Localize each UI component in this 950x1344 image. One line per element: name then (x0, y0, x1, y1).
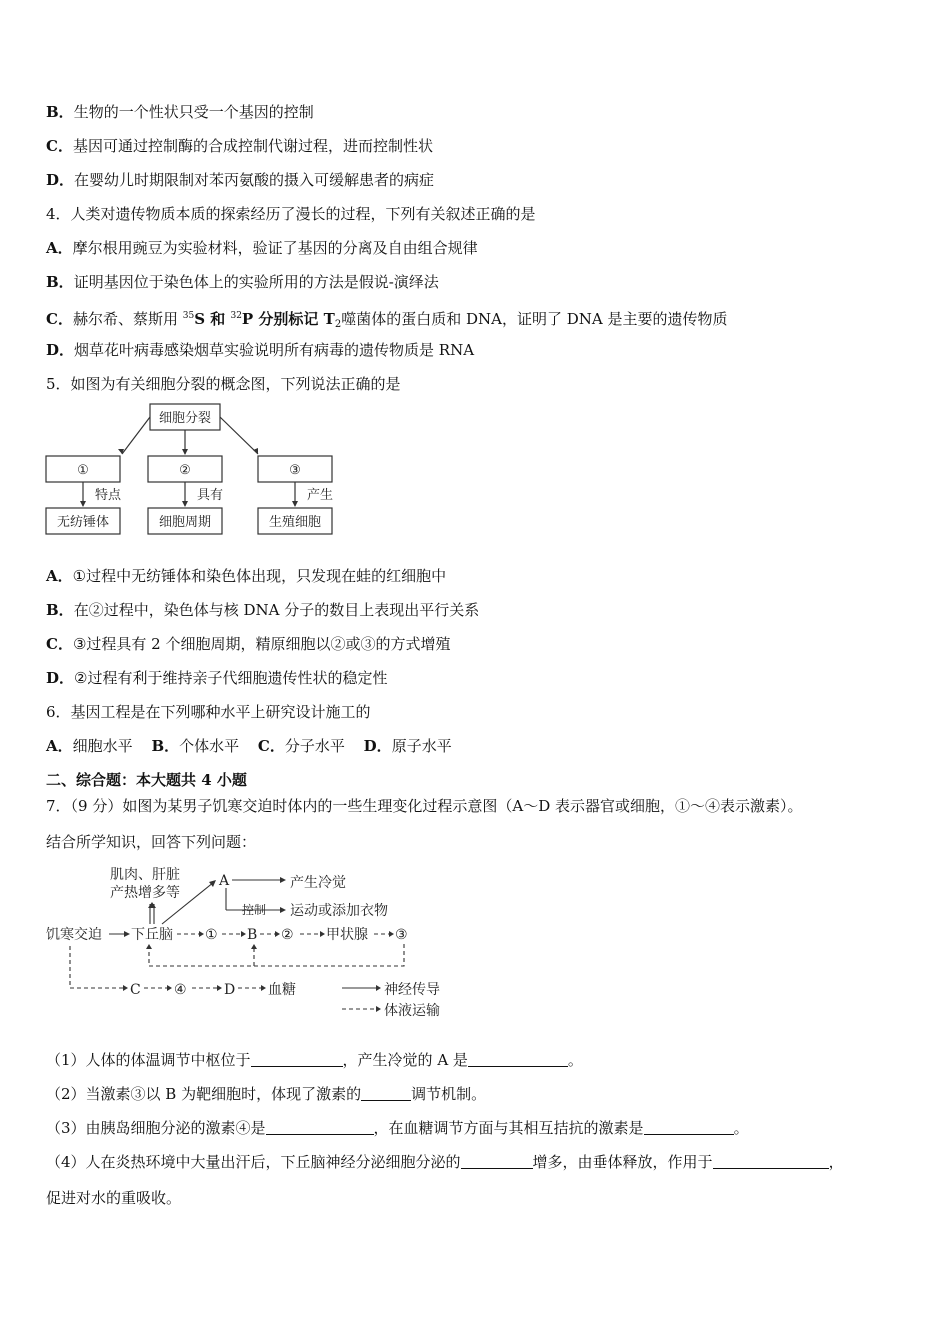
blood-glucose-label: 血糖 (268, 982, 296, 998)
clothes-label: 运动或添加衣物 (290, 903, 388, 919)
node-c: C (130, 982, 141, 998)
q7-sub-4-line-2: 促进对水的重吸收。 (46, 1189, 182, 1207)
q6-option-b: B．个体水平 (151, 737, 240, 755)
q4-option-a: A．摩尔根用豌豆为实验材料，验证了基因的分离及自由组合规律 (46, 239, 478, 257)
node-a: A (219, 873, 230, 889)
legend-nerve-label: 神经传导 (384, 982, 440, 998)
section-2-title: 二、综合题：本大题共 4 小题 (46, 771, 247, 789)
diagram-edge-2-label: 具有 (196, 488, 224, 503)
blank-1-2[interactable] (468, 1052, 568, 1067)
blank-3-2[interactable] (644, 1120, 734, 1135)
blank-1-1[interactable] (251, 1052, 343, 1067)
q7-sub-3: （3）由胰岛细胞分泌的激素④是 ，在血糖调节方面与其相互拮抗的激素是 。 (46, 1119, 749, 1137)
hormone-2-label: ② (281, 927, 294, 943)
diagram-result-1-label: 无纺锤体 (56, 515, 110, 530)
q7-stem-line-1: 7．（9 分）如图为某男子饥寒交迫时体内的一些生理变化过程示意图（A～D 表示器官或细胞，①～④表示激素）。 (46, 797, 803, 815)
node-b: B (247, 927, 258, 943)
q5-option-c: C．③过程具有 2 个细胞周期，精原细胞以②或③的方式增殖 (46, 635, 451, 653)
blank-2-1[interactable] (361, 1086, 411, 1101)
diagram-edge-3-label: 产生 (306, 488, 334, 503)
diagram-root-label: 细胞分裂 (158, 411, 212, 426)
control-label: 控制 (242, 903, 267, 917)
hormone-3-label: ③ (395, 927, 408, 943)
q5-option-a: A．①过程中无纺锤体和染色体出现，只发现在蛙的红细胞中 (46, 567, 447, 585)
q6-options (46, 736, 466, 756)
hormone-1-label: ① (205, 927, 218, 943)
blank-4-2[interactable] (713, 1154, 829, 1169)
diagram-result-2-label: 细胞周期 (158, 515, 212, 530)
q4-option-c: C．赫尔希、蔡斯用 $^{35}$S 和 $^{32}$P 分别标记 $T_2$噬菌体的蛋白质和 DNA，证明了 DNA 是主要的遗传物质 (46, 310, 728, 330)
hypothalamus-label: 下丘脑 (131, 927, 173, 943)
diagram-box-2-label: ② (179, 463, 191, 478)
q5-option-d: D．②过程有利于维持亲子代细胞遗传性状的稳定性 (46, 669, 388, 687)
diagram-box-1-label: ① (77, 463, 89, 478)
thermoregulation-diagram (44, 860, 454, 1024)
node-d: D (224, 982, 236, 998)
q3-option-b: B．生物的一个性状只受一个基因的控制 (46, 103, 314, 121)
q4-option-b: B．证明基因位于染色体上的实验所用的方法是假说-演绎法 (46, 273, 439, 291)
muscle-label-line-2: 产热增多等 (110, 885, 180, 901)
start-label: 饥寒交迫 (46, 927, 102, 943)
q6-option-a: A．细胞水平 (46, 737, 133, 755)
cell-division-diagram (44, 402, 336, 540)
q6-option-c: C．分子水平 (257, 737, 345, 755)
q6-option-d: D．原子水平 (363, 737, 452, 755)
hormone-4-label: ④ (174, 982, 187, 998)
blank-4-1[interactable] (461, 1154, 533, 1169)
diagram-result-3-label: 生殖细胞 (268, 515, 322, 530)
q5-stem: 5．如图为有关细胞分裂的概念图，下列说法正确的是 (46, 375, 401, 393)
q7-stem-line-2: 结合所学知识，回答下列问题： (46, 833, 257, 851)
q7-sub-2: （2）当激素③以 B 为靶细胞时，体现了激素的 调节机制。 (46, 1085, 487, 1103)
q3-option-c: C．基因可通过控制酶的合成控制代谢过程，进而控制性状 (46, 137, 433, 155)
blank-3-1[interactable] (266, 1120, 374, 1135)
q4-option-d: D．烟草花叶病毒感染烟草实验说明所有病毒的遗传物质是 RNA (46, 341, 475, 359)
legend-fluid-label: 体液运输 (384, 1003, 440, 1019)
muscle-label-line-1: 肌肉、肝脏 (110, 867, 180, 883)
q4-stem: 4．人类对遗传物质本质的探索经历了漫长的过程，下列有关叙述正确的是 (46, 205, 536, 223)
cold-sensation-label: 产生冷觉 (290, 875, 346, 891)
diagram-edge-1-label: 特点 (94, 488, 122, 503)
q7-sub-4: （4）人在炎热环境中大量出汗后，下丘脑神经分泌细胞分泌的 增多，由垂体释放，作用于 ， (46, 1153, 844, 1171)
diagram-box-3-label: ③ (289, 463, 301, 478)
q7-sub-1: （1）人体的体温调节中枢位于 ，产生冷觉的 A 是 。 (46, 1051, 583, 1069)
q3-option-d: D．在婴幼儿时期限制对苯丙氨酸的摄入可缓解患者的病症 (46, 171, 435, 189)
q6-stem: 6．基因工程是在下列哪种水平上研究设计施工的 (46, 703, 371, 721)
thyroid-label: 甲状腺 (326, 927, 368, 943)
q5-option-b: B．在②过程中，染色体与核 DNA 分子的数目上表现出平行关系 (46, 601, 480, 619)
